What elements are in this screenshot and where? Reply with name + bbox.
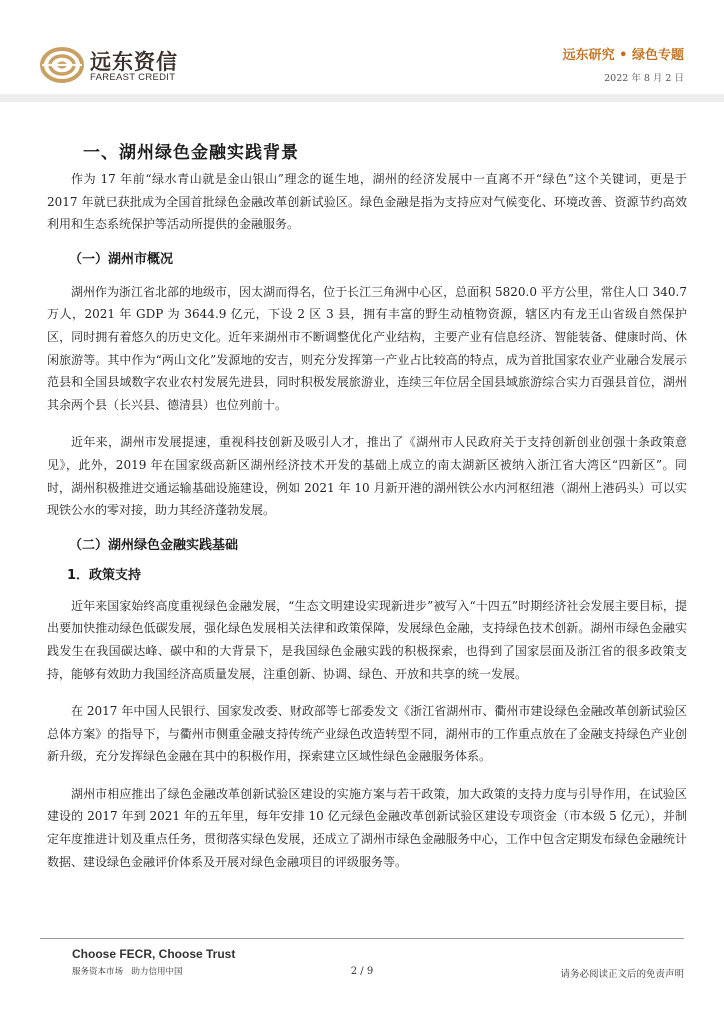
footer-slogan: Choose FECR, Choose Trust	[72, 947, 236, 961]
logo-english-name: FAREAST CREDIT	[90, 72, 176, 83]
overview-paragraph-2: 近年来，湖州市发展提速，重视科技创新及吸引人才，推出了《湖州市人民政府关于支持创新创业创强十条政策意见》，此外，2019 年在国家级高新区湖州经济技术开发的基础上成立的南太湖新区被纳入浙江省大湾区“四新区”。同时，湖州积极推进交通运输基础设施建设，例如 2021 年 10 月新开港的湖州铁公水内河枢纽港（湖州上港码头）可以实现铁公水的零对接，助力其经济蓬勃发展。	[47, 435, 687, 518]
item-title-policy-support: 1．政策支持	[67, 567, 142, 583]
subsection-title-overview: （一）湖州市概况	[69, 251, 174, 267]
policy-paragraph-3: 湖州市相应推出了绿色金融改革创新试验区建设的实施方案与若干政策，加大政策的支持力度与引导作用，在试验区建设的 2017 年到 2021 年的五年里，每年安排 10 亿元绿色金融改革创新试验区建设专项资金（市本级 5 亿元），并制定年度推进计划及重点任务，贯彻落实绿色发展，还成立了湖州市绿色金融服务中心，工作中包含定期发布绿色金融统计数据、建设绿色金融评价体系及开展对绿色金融项目的评级服务等。	[47, 786, 687, 869]
logo-chinese-name: 远东资信	[90, 50, 178, 74]
footer-divider	[40, 938, 684, 939]
header-divider	[0, 94, 724, 102]
footer-tagline: 服务资本市场 助力信用中国	[72, 967, 183, 977]
subsection-title-foundation: （二）湖州绿色金融实践基础	[69, 537, 239, 553]
page-number: 2 / 9	[350, 966, 374, 977]
intro-paragraph: 作为 17 年前“绿水青山就是金山银山”理念的诞生地，湖州的经济发展中一直离不开“绿色”这个关键词，更是于 2017 年就已获批成为全国首批绿色金融改革创新试验区。绿色金融是指为支持应对气候变化、环境改善、资源节约高效利用和生态系统保护等活动所提供的金融服务。	[47, 172, 687, 232]
document-body	[47, 120, 687, 888]
report-series: 远东研究 • 绿色专题	[562, 48, 684, 63]
overview-paragraph-1: 湖州作为浙江省北部的地级市，因太湖而得名，位于长江三角洲中心区，总面积 5820.0 平方公里，常住人口 340.7 万人，2021 年 GDP 为 3644.9 亿元，下设 2 区 3 县，拥有丰富的野生动植物资源，辖区内有龙王山省级自然保护区，同时拥有着悠久的历史文化。近年来湖州市不断调整优化产业结构，主要产业有信息经济、智能装备、健康时尚、休闲旅游等。其中作为“两山文化”发源地的安吉，则充分发挥第一产业占比较高的特点，成为首批国家农业产业融合发展示范县和全国县域数字农业农村发展先进县，同时积极发展旅游业，连续三年位居全国县域旅游综合实力百强县首位，湖州其余两个县（长兴县、德清县）也位列前十。	[47, 284, 687, 412]
page-header	[0, 0, 724, 100]
section-title: 一、湖州绿色金融实践背景	[83, 143, 299, 163]
policy-paragraph-1: 近年来国家始终高度重视绿色金融发展，“生态文明建设实现新进步”被写入“十四五”时期经济社会发展主要目标，提出要加快推动绿色低碳发展，强化绿色发展相关法律和政策保障，发展绿色金融，支持绿色技术创新。湖州市绿色金融实践发生在我国碳达峰、碳中和的大背景下，是我国绿色金融实践的积极探索，也得到了国家层面及浙江省的很多政策支持，能够有效助力我国经济高质量发展，注重创新、协调、绿色、开放和共享的统一发展。	[47, 598, 687, 681]
fareast-coin-icon	[40, 43, 84, 87]
policy-paragraph-2: 在 2017 年中国人民银行、国家发改委、财政部等七部委发文《浙江省湖州市、衢州市建设绿色金融改革创新试验区总体方案》的指导下，与衢州市侧重金融支持传统产业绿色改造转型不同，湖州市的工作重点放在了金融支持绿色产业创新升级，充分发挥绿色金融在其中的积极作用，探索建立区域性绿色金融服务体系。	[47, 704, 687, 764]
page-footer	[0, 938, 724, 1024]
disclaimer-notice: 请务必阅读正文后的免责声明	[560, 969, 684, 980]
fareast-credit-logo	[40, 43, 220, 87]
report-date: 2022 年 8 月 2 日	[604, 73, 684, 84]
